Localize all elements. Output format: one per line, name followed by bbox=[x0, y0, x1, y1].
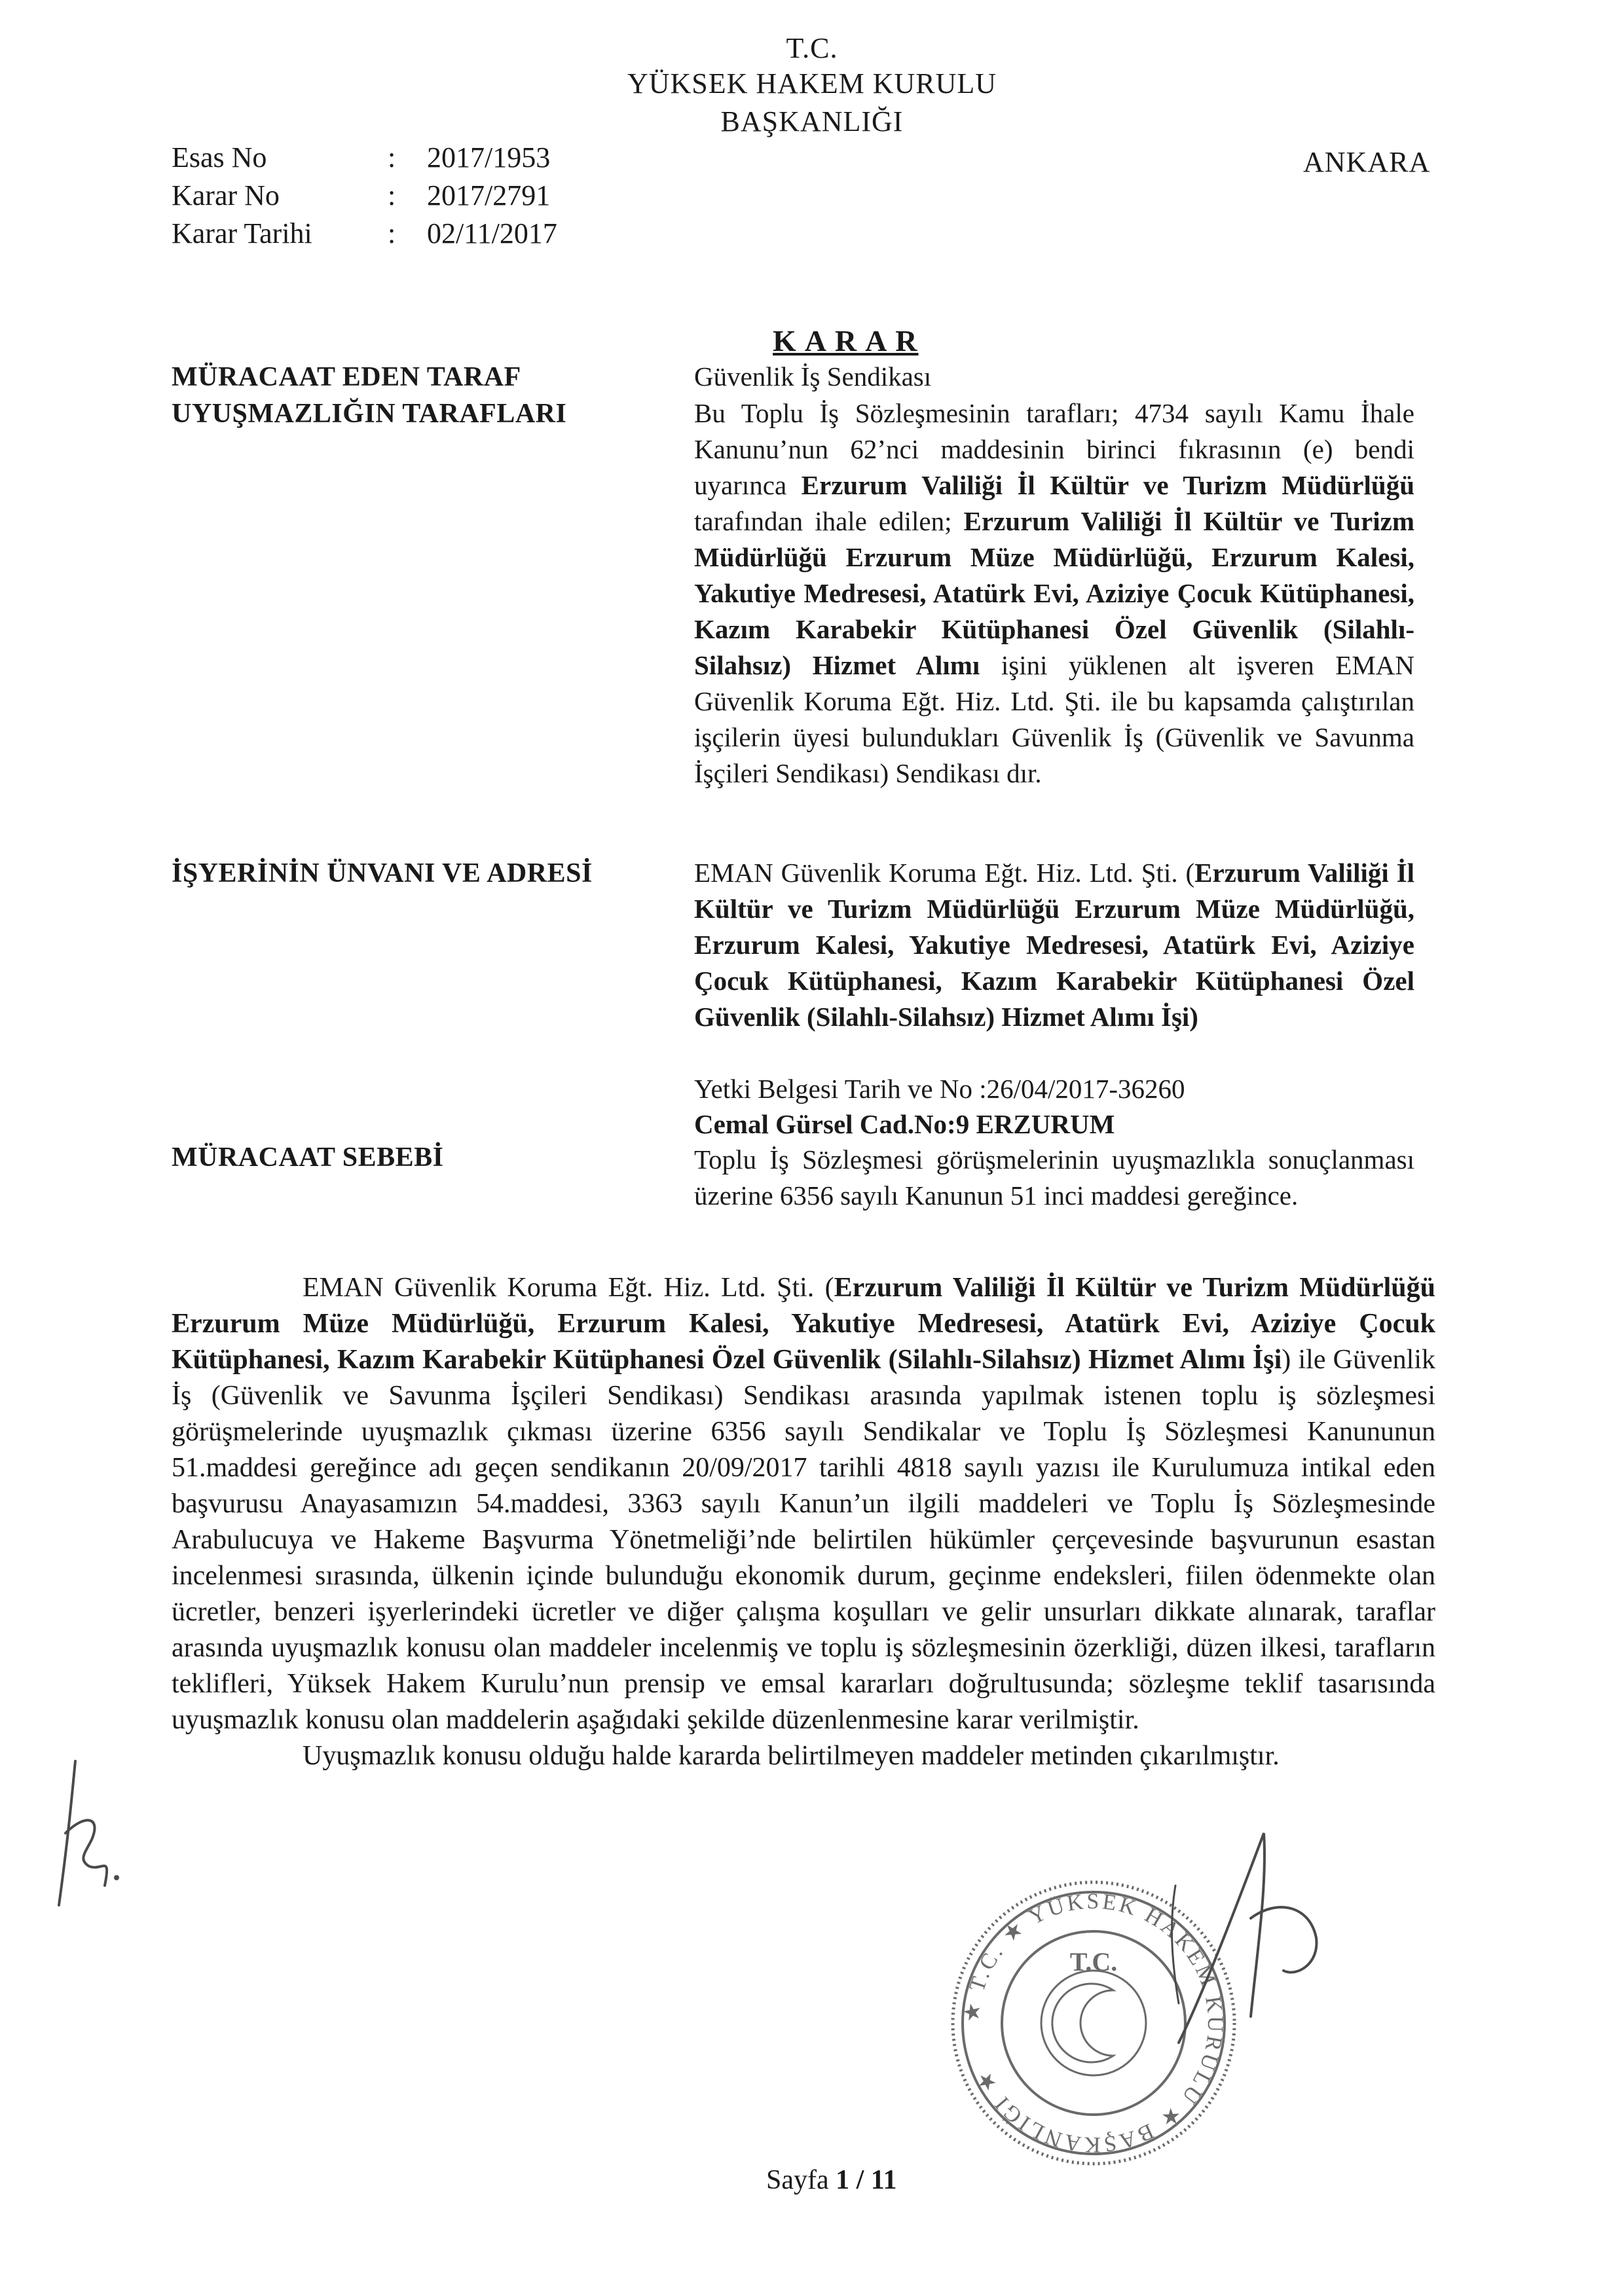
parties-text-2: tarafından ihale edilen; bbox=[694, 506, 964, 536]
main-text-1: EMAN Güvenlik Koruma Eğt. Hiz. Ltd. Şti. ( bbox=[303, 1273, 834, 1303]
esas-colon: : bbox=[388, 141, 396, 173]
label-muracaat-eden: MÜRACAAT EDEN TARAF bbox=[172, 362, 521, 392]
reason-paragraph: Toplu İş Sözleşmesi görüşmelerinin uyuşmazlıkla sonuçlanması üzerine 6356 sayılı Kanunun 51 inci maddesi gereğince. bbox=[694, 1144, 1414, 1211]
parties-text-3: işini yüklenen alt işveren EMAN Güvenlik Koruma Eğt. Hiz. Ltd. Şti. ile bu kapsamda çalıştırılan işçilerin üyesi bulundukları Güvenlik İş (Güvenlik ve Savunma İşçileri Sendikası) Sendikası dır. bbox=[694, 650, 1414, 788]
handwritten-signature bbox=[1153, 1807, 1349, 2056]
header-presidency: BAŞKANLIĞI bbox=[720, 105, 904, 137]
karar-value: 2017/2791 bbox=[427, 179, 551, 211]
stamp-center-text: T.C. bbox=[1069, 1947, 1118, 1977]
applicant-name: Güvenlik İş Sendikası bbox=[694, 361, 932, 392]
parties-bold-2: Erzurum Valiliği İl Kültür ve Turizm Müdürlüğü Erzurum Müze Müdürlüğü, Erzurum Kalesi, Yakutiye Medresesi, Atatürk Evi, Aziziye Çocuk Kütüphanesi, Kazım Karabekir Kütüphanesi Özel Güvenlik (Silahlı-Silahsız) Hizmet Alımı bbox=[694, 506, 1414, 680]
parties-paragraph bbox=[694, 395, 1414, 792]
meta-tarih bbox=[172, 216, 557, 251]
tarih-label: Karar Tarihi bbox=[172, 217, 312, 249]
page-prefix: Sayfa bbox=[766, 2165, 836, 2195]
label-uyusmazlik: UYUŞMAZLIĞIN TARAFLARI bbox=[172, 399, 567, 429]
section-title: K A R A R bbox=[773, 324, 919, 357]
workplace-text: EMAN Güvenlik Koruma Eğt. Hiz. Ltd. Şti. ( bbox=[694, 858, 1195, 888]
main-text-2: ) ile Güvenlik İş (Güvenlik ve Savunma İşçileri Sendikası) Sendikası arasında yapılmak istenen toplu iş sözleşmesi görüşmelerinde uyuşmazlık çıkması üzerine 6356 sayılı Sendikalar ve Toplu İş Sözleşmesi Kanununun 51.maddesi gereğince adı geçen sendikanın 20/09/2017 tarihli 4818 sayılı yazısı ile Kurulumuza intikal eden başvurusu Anayasamızın 54.maddesi, 3363 sayılı Kanun’un ilgili maddeleri ve Toplu İş Sözleşmesinde Arabulucuya ve Hakeme Başvurma Yönetmeliği’nde belirtilen hükümler çerçevesinde başvurunun esastan incelenmesi sırasında, ülkenin içinde bulunduğu ekonomik durum, geçinme endeksleri, fiilen ödenmekte olan ücretler, benzeri işyerlerindeki ücretler ve diğer çalışma koşulları ve gelir unsurları dikkate alınarak, taraflar arasında uyuşmazlık konusu olan maddeler incelenmiş ve toplu iş sözleşmesinin özerkliği, düzen ilkesi, tarafların teklifleri, Yüksek Hakem Kurulu’nun prensip ve emsal kararları doğrultusunda; sözleşme teklif tasarısında uyuşmazlık konusu olan maddelerin aşağıdaki şekilde düzenlenmesine karar verilmiştir. bbox=[172, 1345, 1435, 1735]
esas-label: Esas No bbox=[172, 141, 267, 173]
meta-esas bbox=[172, 140, 550, 175]
header-institution: YÜKSEK HAKEM KURULU bbox=[627, 67, 997, 100]
tarih-colon: : bbox=[388, 217, 396, 249]
page-number bbox=[766, 2164, 897, 2196]
label-sebep: MÜRACAAT SEBEBİ bbox=[172, 1142, 444, 1173]
header-tc: T.C. bbox=[786, 32, 838, 64]
header-city: ANKARA bbox=[1303, 146, 1431, 178]
workplace-yetki: Yetki Belgesi Tarih ve No :26/04/2017-36260 bbox=[694, 1074, 1185, 1104]
main-paragraph bbox=[172, 1270, 1435, 1774]
main-bold-1: Erzurum Valiliği İl Kültür ve Turizm Müdürlüğü Erzurum Müze Müdürlüğü, Erzurum Kalesi, Yakutiye Medresesi, Atatürk Evi, Aziziye Çocuk Kütüphanesi, Kazım Karabekir Kütüphanesi Özel Güvenlik (Silahlı-Silahsız) Hizmet Alımı İşi bbox=[172, 1273, 1435, 1375]
label-isyeri: İŞYERİNİN ÜNVANI VE ADRESİ bbox=[172, 858, 593, 888]
page-number-value: 1 / 11 bbox=[836, 2165, 897, 2195]
workplace-bold: Erzurum Valiliği İl Kültür ve Turizm Müdürlüğü Erzurum Müze Müdürlüğü, Erzurum Kalesi, Yakutiye Medresesi, Atatürk Evi, Aziziye Çocuk Kütüphanesi, Kazım Karabekir Kütüphanesi Özel Güvenlik (Silahlı-Silahsız) Hizmet Alımı İşi) bbox=[694, 858, 1415, 1032]
meta-karar bbox=[172, 178, 550, 213]
tarih-value: 02/11/2017 bbox=[427, 217, 557, 249]
stamp-ring-text: ★ T.C. ★ YÜKSEK HAKEM KURULU ★ BAŞKANLIĞI ★ bbox=[959, 1889, 1228, 2157]
parties-bold-1: Erzurum Valiliği İl Kültür ve Turizm Müdürlüğü bbox=[801, 470, 1415, 500]
margin-initials-signature bbox=[39, 1755, 124, 1925]
workplace-address: Cemal Gürsel Cad.No:9 ERZURUM bbox=[694, 1109, 1115, 1139]
main-text-block bbox=[172, 1270, 1435, 1738]
main-closing-paragraph: Uyuşmazlık konusu olduğu halde kararda belirtilmeyen maddeler metinden çıkarılmıştır. bbox=[303, 1741, 1280, 1771]
parties-text-1: Bu Toplu İş Sözleşmesinin tarafları; 4734 sayılı Kamu İhale Kanunu’nun 62’nci maddesinin birinci fıkrasının (e) bendi uyarınca bbox=[694, 398, 1414, 500]
workplace-paragraph bbox=[694, 855, 1414, 1035]
karar-label: Karar No bbox=[172, 179, 280, 211]
karar-colon: : bbox=[388, 179, 396, 211]
esas-value: 2017/1953 bbox=[427, 141, 551, 173]
